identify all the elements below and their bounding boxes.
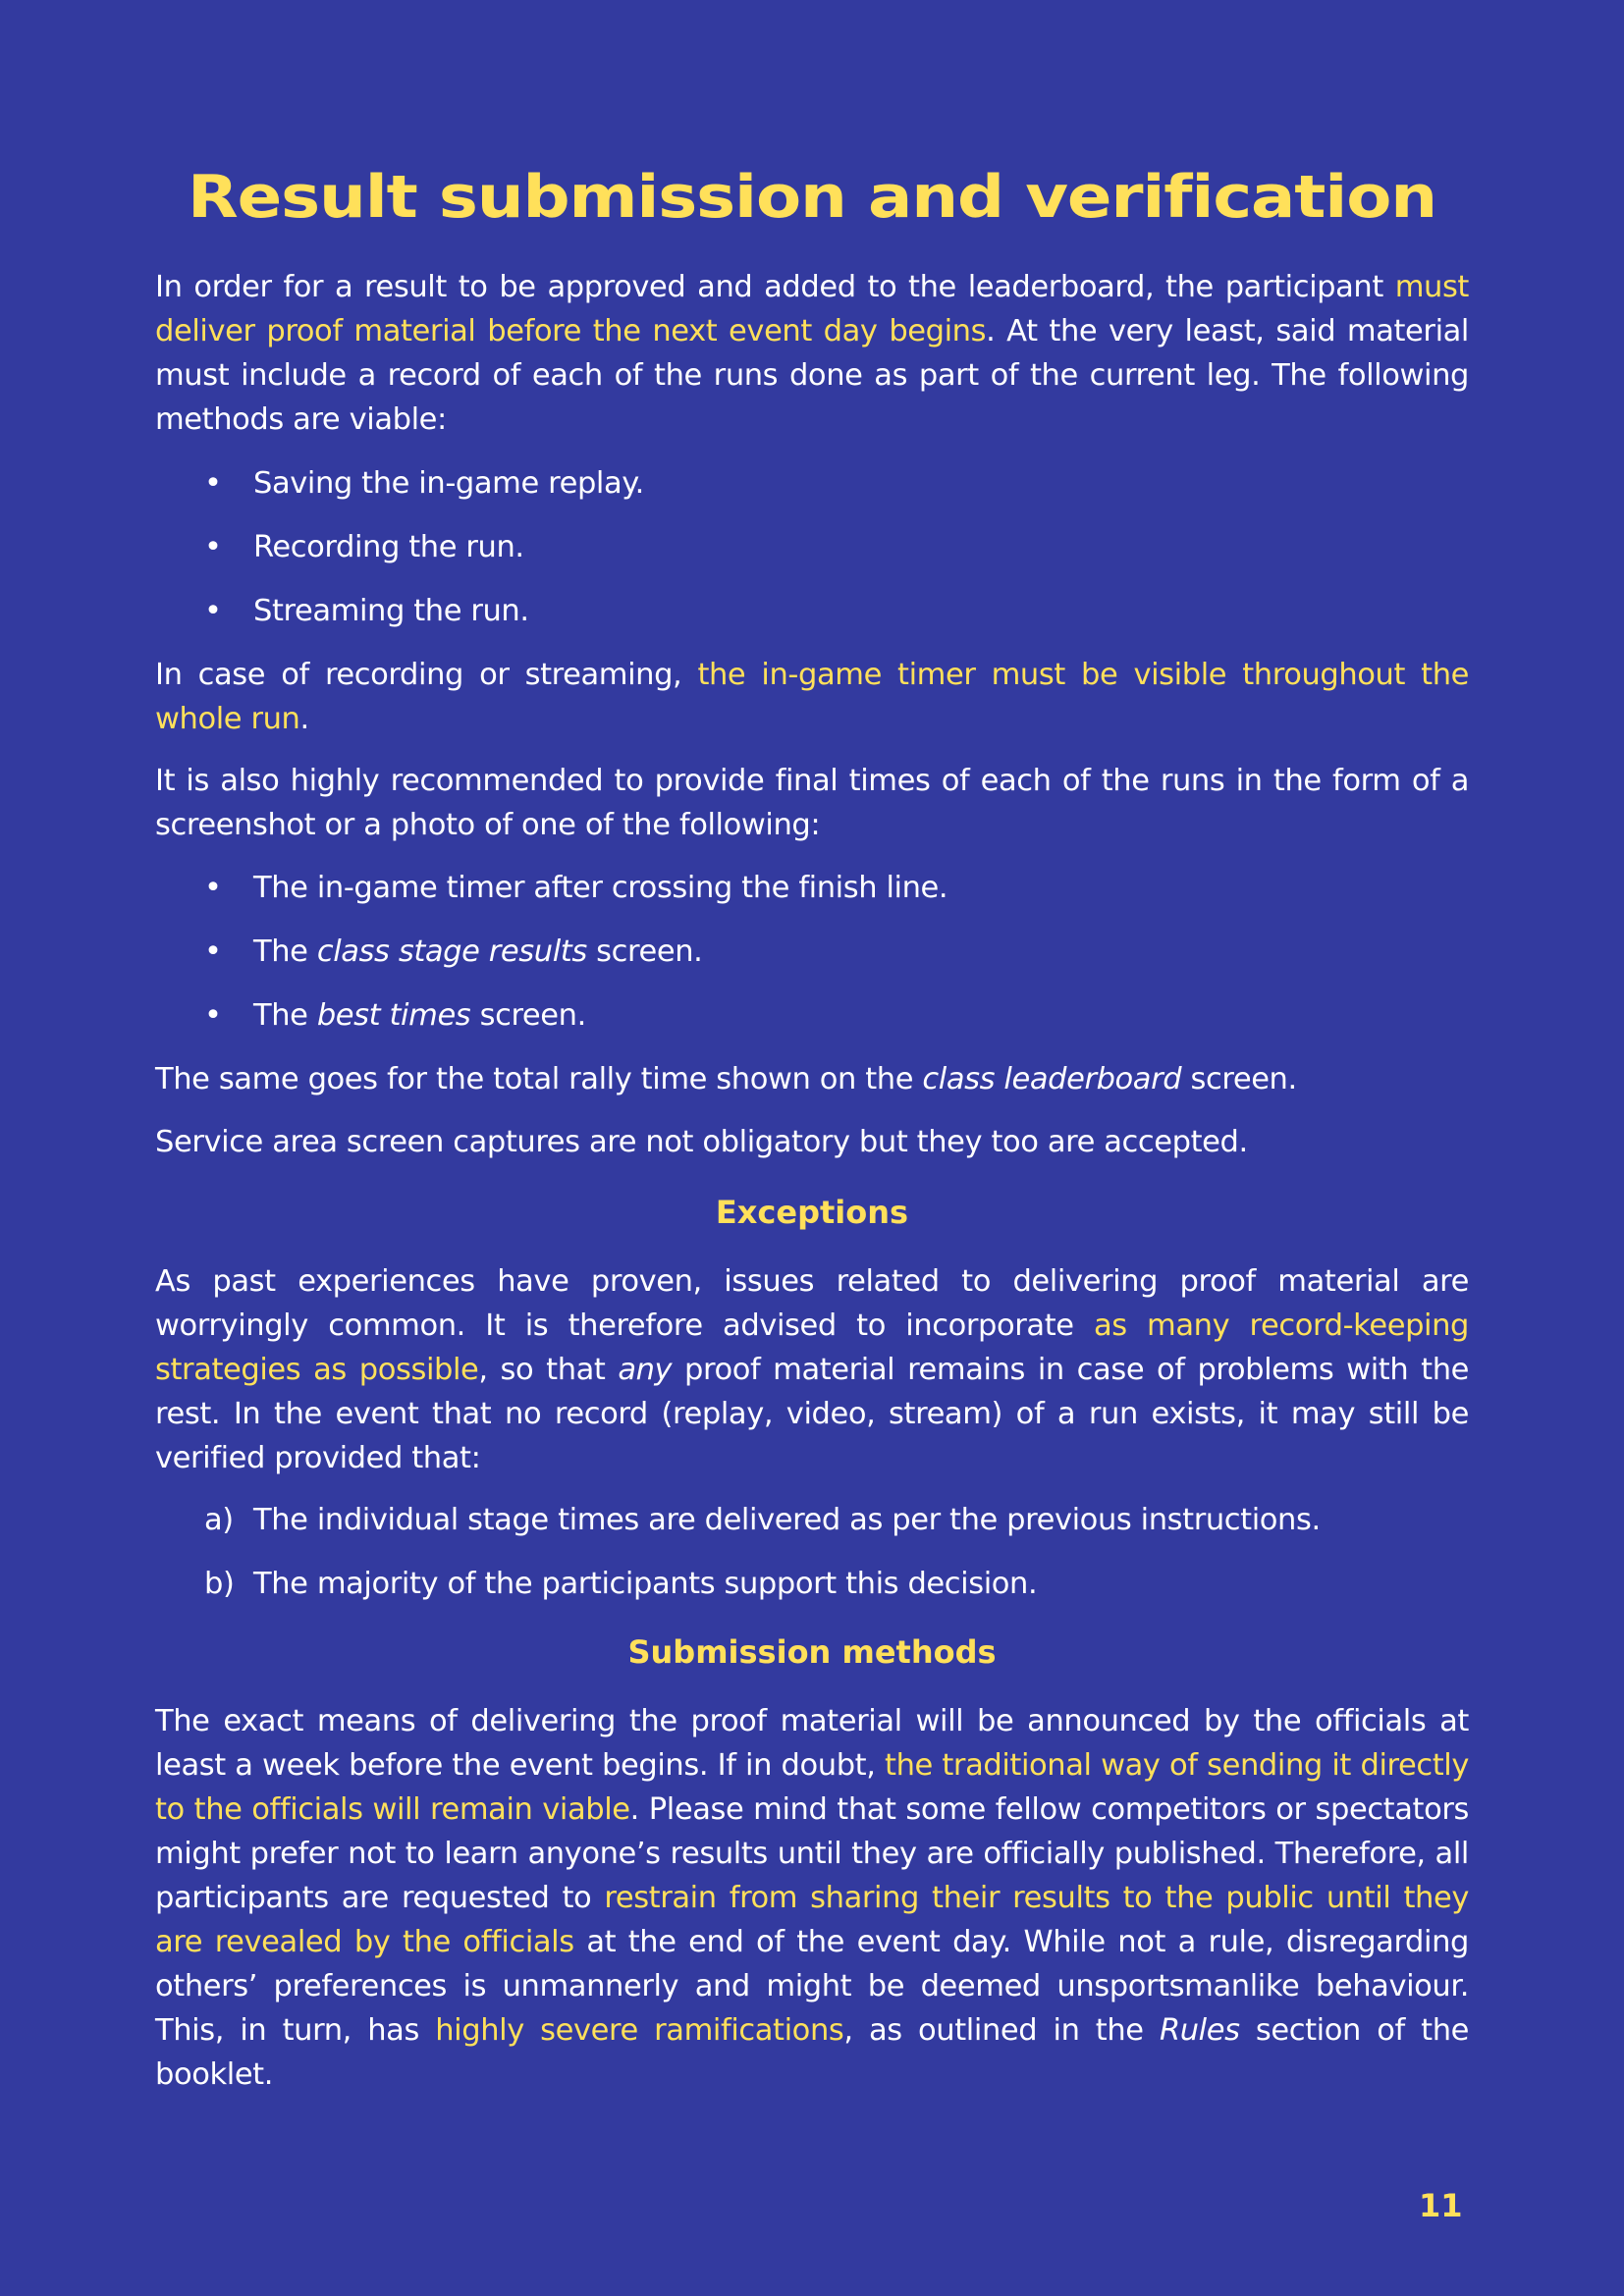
page-number: 11	[1419, 2187, 1463, 2224]
list-item-text: Recording the run.	[253, 530, 524, 564]
page-title: Result submission and verification	[188, 163, 1436, 232]
submission-text-5: section of the booklet.	[155, 2013, 1469, 2092]
bullet-icon: •	[204, 934, 222, 969]
submission-text-4: , as outlined in the	[843, 2013, 1160, 2048]
bullet-icon: •	[204, 466, 222, 501]
exceptions-highlight: as many record-keeping strategies as possible	[155, 1308, 1470, 1387]
submission-text-3: at the end of the event day. While not a rule, disregarding others’ preferences is unmannerly and might be deemed unsportsmanlike behaviour. This, in turn, has	[155, 1925, 1469, 2048]
submission-highlight: the traditional way of sending it directly to the officials will remain viable	[155, 1748, 1469, 1827]
condition-marker: b)	[204, 1567, 235, 1601]
total-time-emphasis: class leaderboard	[922, 1062, 1182, 1096]
list-item-text-pre: The	[253, 998, 317, 1033]
list-item-emphasis: class stage results	[316, 934, 587, 969]
submission-heading: Submission methods	[627, 1633, 997, 1671]
timer-note-paragraph	[155, 653, 1469, 741]
condition-text: The majority of the participants support this decision.	[253, 1567, 1038, 1601]
list-item-text: Saving the in-game replay.	[253, 466, 644, 501]
submission-highlight-2: restrain from sharing their results to the public until they are revealed by the officials	[155, 1881, 1469, 1959]
list-item-text	[253, 930, 702, 974]
timer-note-text: In case of recording or streaming,	[155, 658, 698, 692]
list-item-text-pre: The in-game timer after crossing the finish line.	[253, 871, 948, 905]
list-item-text-post: screen.	[470, 998, 586, 1033]
submission-text-2: . Please mind that some fellow competitors or spectators might prefer not to learn anyone’s results until they are officially published. Therefore, all participants are requested to	[155, 1792, 1469, 1915]
submission-paragraph	[155, 1699, 1469, 2097]
list-item-text	[253, 993, 586, 1038]
exceptions-text: As past experiences have proven, issues related to delivering proof material are worryingly common. It is therefore advised to incorporate	[155, 1264, 1469, 1343]
submission-emphasis: Rules	[1159, 2013, 1240, 2048]
exceptions-text-3: proof material remains in case of problems with the rest. In the event that no record (replay, video, stream) of a run exists, it may still be verified provided that:	[155, 1353, 1469, 1475]
exceptions-paragraph	[155, 1259, 1469, 1480]
bullet-icon: •	[204, 871, 222, 905]
intro-text: In order for a result to be approved and added to the leaderboard, the participant	[155, 270, 1395, 304]
list-item-text: Streaming the run.	[253, 594, 529, 628]
intro-paragraph	[155, 265, 1469, 442]
list-item-emphasis: best times	[316, 998, 471, 1033]
list-item-text-post: screen.	[586, 934, 703, 969]
submission-text: The exact means of delivering the proof material will be announced by the officials at least a week before the event begins. If in doubt,	[155, 1704, 1469, 1783]
service-area-paragraph: Service area screen captures are not obligatory but they too are accepted.	[155, 1125, 1248, 1159]
intro-highlight: must deliver proof material before the next event day begins	[155, 270, 1469, 348]
condition-text: The individual stage times are delivered as per the previous instructions.	[253, 1503, 1321, 1537]
exceptions-heading: Exceptions	[715, 1194, 909, 1231]
total-time-text-2: screen.	[1181, 1062, 1297, 1096]
list-item-text	[253, 866, 947, 910]
recommend-paragraph: It is also highly recommended to provide final times of each of the runs in the form of a screenshot or a photo of one of the following:	[155, 764, 1469, 842]
exceptions-emphasis: any	[618, 1353, 673, 1387]
submission-highlight-3: highly severe ramifications	[435, 2013, 844, 2048]
list-item-text-pre: The	[253, 934, 317, 969]
timer-note-text-2: .	[299, 702, 309, 736]
bullet-icon: •	[204, 594, 222, 628]
intro-text-2: . At the very least, said material must include a record of each of the runs done as part of the current leg. The following methods are viable:	[155, 314, 1470, 437]
total-time-text: The same goes for the total rally time shown on the	[155, 1062, 923, 1096]
bullet-icon: •	[204, 998, 222, 1033]
bullet-icon: •	[204, 530, 222, 564]
condition-marker: a)	[204, 1503, 234, 1537]
timer-note-highlight: the in-game timer must be visible throughout the whole run	[155, 658, 1469, 736]
exceptions-text-2: , so that	[478, 1353, 619, 1387]
total-time-paragraph	[155, 1057, 1469, 1101]
